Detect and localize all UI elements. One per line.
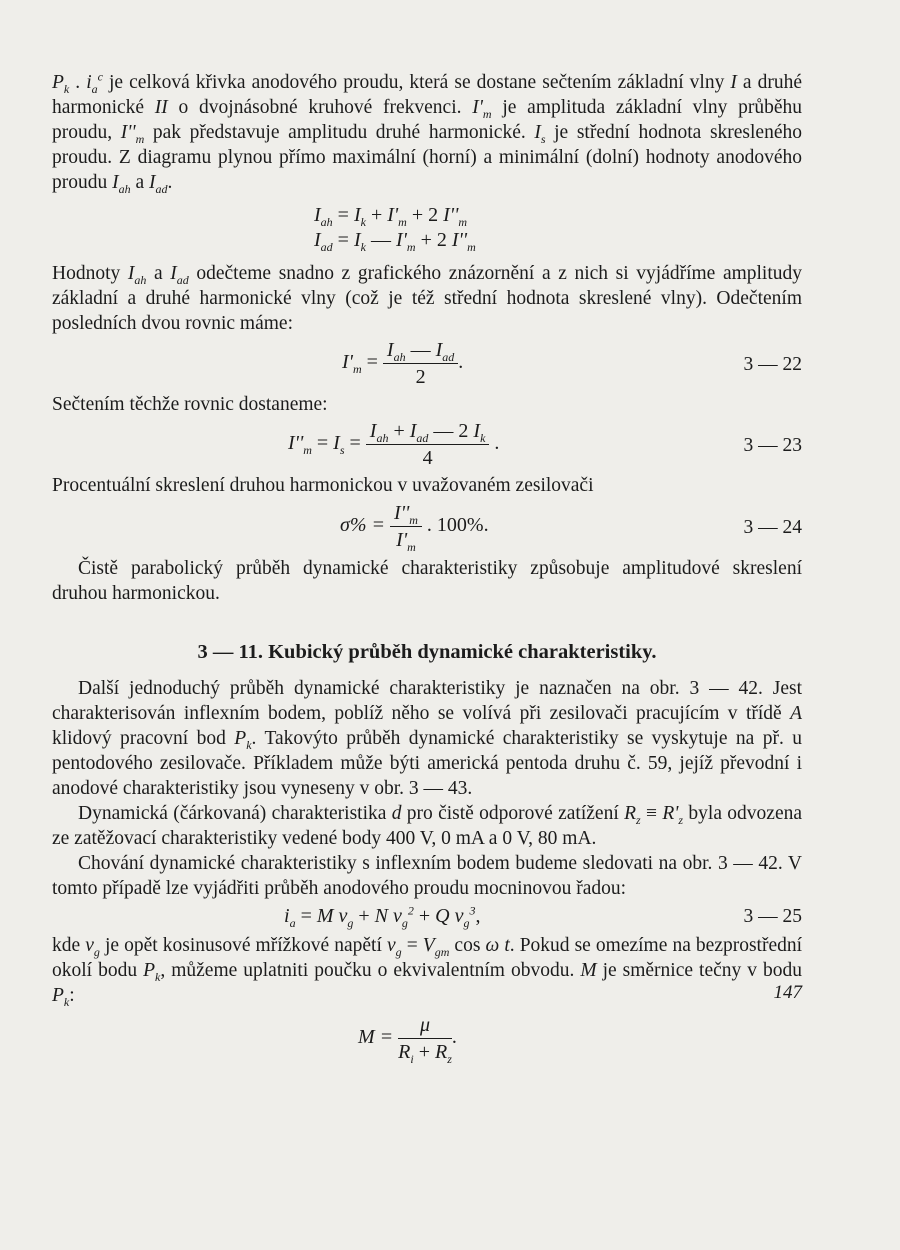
section-heading: 3 — 11. Kubický průběh dynamické charakteristiky.: [197, 641, 657, 663]
page-body: [52, 70, 802, 1064]
page-number: 147: [773, 982, 802, 1003]
equation-number: 3 — 22: [743, 354, 802, 375]
paragraph-anode-current: $P_k$ . $i_a^c$ je celková křivka anodového proudu, která se dostane sečtením základní vlny I a druhé harmonické II o dvojnásobné kruhové frekvenci. $I'_m$ je amplituda základní vlny průběhu proudu, $I''_m$ pak představuje amplitudu druhé harmonické. $I_s$ je střední hodnota skresleného proudu. Z diagramu plynou přímo maximální (horní) a minimální (dolní) hodnoty anodového proudu $I_{ah}$ a $I_{ad}$.: [52, 69, 803, 196]
equation-m: M = $\frac{\mu}{R_i + R_z}$ .: [358, 1014, 457, 1066]
equation-iah: $I_{ah} = I_k + I'_m + 2$ $I''_m$: [314, 204, 468, 229]
equation-number: 3 — 23: [743, 435, 802, 456]
equation-3-23: $I''_m = I_s$ = $\frac{I_{ah} + I_{ad} — 2 I_k}{4}$ . 3 — 23: [288, 420, 802, 469]
paragraph-sum: Sečtením těchže rovnic dostaneme:: [52, 394, 328, 415]
equation-number: 3 — 25: [743, 906, 802, 927]
paragraph-amplitudes: Hodnoty $I_{ah}$ a $I_{ad}$ odečteme snadno z grafického znázornění a z nich si vyjádříme amplitudy základní a druhé harmonické vlny (což je též střední hodnota skreslené vlny). Odečtením posledních dvou rovnic máme:: [52, 263, 803, 334]
paragraph-series: Chování dynamické charakteristiky s inflexním bodem budeme sledovati na obr. 3 — 42. V tomto případě lze vyjádřiti průběh anodového proudu mocninovou řadou:: [52, 853, 802, 899]
equation-3-24: σ% = $\frac{I''_m}{I'_m}$ . 100%. 3 — 24: [340, 502, 802, 554]
equation-iad: $I_{ad} = I_k$ — $I'_m + 2$ $I''_m$: [314, 229, 476, 254]
equation-3-22: $I'_m$ = $\frac{I_{ah} — I_{ad}}{2}$ . 3 — 22: [342, 339, 802, 388]
paragraph-cubic: Další jednoduchý průběh dynamické charakteristiky je naznačen na obr. 3 — 42. Jest charakterisován inflexním bodem, poblíž něho se volívá při zesilovači pracujícím v třídě A klidový pracovní bod $P_k$. Takovýto průběh dynamické charakteristiky se vyskytuje na př. u pentodového zesilovače. Příkladem může býti americká pentoda druhu č. 59, jejíž převodní i anodové charakteristiky jsou vyneseny v obr. 3 — 43.: [52, 678, 802, 799]
paragraph-distortion: Procentuální skreslení druhou harmonickou v uvažovaném zesilovači: [52, 475, 594, 496]
paragraph-dynamic: Dynamická (čárkovaná) charakteristika d pro čistě odporové zatížení $R_z \equiv R'_z$ byla odvozena ze zatěžovací charakteristiky vedené body 400 V, 0 mA a 0 V, 80 mA.: [52, 803, 803, 849]
equation-number: 3 — 24: [743, 517, 802, 538]
paragraph-parabolic: Čistě parabolický průběh dynamické charakteristiky způsobuje amplitudové skreslení druhou harmonickou.: [52, 558, 802, 604]
equation-3-25: $i_a = M$ $v_g + N$ $v_g^2 + Q$ $v_g^3$, 3 — 25: [284, 903, 802, 930]
paragraph-grid-voltage: kde $v_g$ je opět kosinusové mřížkové napětí $v_g = V_{gm}$ cos ω t. Pokud se omezíme na bezprostřední okolí bodu $P_k$, můžeme uplatniti poučku o ekvivalentním obvodu. M je směrnice tečny v bodu $P_k$:: [52, 935, 803, 1009]
